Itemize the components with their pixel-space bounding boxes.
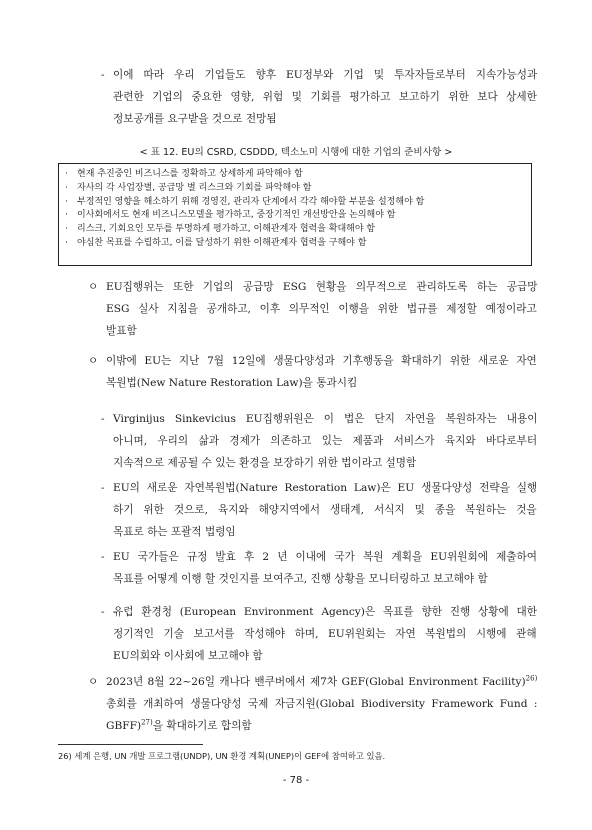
text-line: 복원법(New Nature Restoration Law)을 통과시킴: [106, 377, 358, 389]
text-line: 목표를 어떻게 이행 할 것인지를 보여주고, 진행 상황을 모니터링하고 보고해야 함: [113, 573, 488, 585]
list-item-text: 리스크, 기회요인 모두를 투명하게 평가하고, 이해관계자 협력을 확대해야 함: [77, 224, 376, 235]
list-item-text: 야심찬 목표를 수립하고, 이를 달성하기 위한 이해관계자 협력을 구해야 함: [77, 237, 367, 248]
text-line: 발표함: [106, 325, 137, 337]
text-line: [106, 671, 537, 693]
circle-marker: ㅇ: [88, 281, 99, 293]
paragraph-nature-law: [106, 350, 537, 394]
dash-marker: -: [101, 606, 105, 618]
text-line: 목표로 하는 포괄적 법령임: [113, 526, 236, 538]
footnote-divider: [58, 744, 203, 745]
text-line: EU 국가들은 규정 발효 후 2 년 이내에 국가 복원 계획을 EU위원회에 제출하여: [113, 551, 538, 563]
text-line: 정기적인 기술 보고서를 작성해야 하며, EU위원회는 자연 복원법의 시행에 관해: [113, 628, 537, 640]
paragraph-eea-report: [113, 601, 537, 667]
text-segment: 을 확대하기로 합의함: [152, 720, 252, 732]
list-item-text: 부정적인 영향을 해소하기 위해 경영진, 관리자 단계에서 각각 해야할 부분을 설정해야 함: [77, 196, 425, 207]
list-item: [65, 168, 525, 182]
text-segment: GBFF): [106, 720, 142, 732]
dash-marker: -: [101, 482, 105, 494]
paragraph-supply-chain: [106, 276, 537, 342]
preparation-box: [58, 163, 532, 266]
bullet-icon: ·: [65, 196, 68, 207]
list-item-text: 현재 추진중인 비즈니스를 정확하고 상세하게 파악해야 함: [77, 169, 303, 179]
footnote-ref[interactable]: 26): [525, 674, 538, 683]
text-line: 아니며, 우리의 삶과 경제가 의존하고 있는 제품과 서비스가 육지와 바다로부터: [113, 435, 538, 447]
list-item: [65, 237, 525, 251]
list-item: [65, 182, 525, 196]
table-caption: < 표 12. EU의 CSRD, CSDDD, 텍소노미 시행에 대한 기업의 준비사항 >: [139, 147, 453, 158]
list-item: [65, 196, 525, 210]
bullet-icon: ·: [65, 210, 68, 221]
bullet-icon: ·: [65, 169, 68, 179]
text-line: 총회를 개최하여 생물다양성 국제 자금지원(Global Biodiversity Framework Fund :: [106, 698, 538, 710]
dash-marker: -: [101, 413, 105, 425]
paragraph-commissioner: [113, 408, 537, 474]
circle-marker: ㅇ: [88, 676, 99, 688]
text-line: [106, 715, 537, 737]
text-line: 지속적으로 제공될 수 있는 환경을 보장하기 위한 법이라고 설명함: [113, 457, 417, 469]
text-line: 정보공개를 요구받을 것으로 전망됨: [113, 113, 277, 125]
text-line: EU집행위는 또한 기업의 공급망 ESG 현황을 의무적으로 관리하도록 하는 공급망: [106, 281, 538, 293]
bullet-icon: ·: [65, 224, 68, 235]
text-line: 하기 위한 것으로, 육지와 해양지역에서 생태계, 서식지 및 종을 복원하는 것을: [113, 504, 537, 516]
list-item-text: 자사의 각 사업장별, 공급망 별 리스크와 기회를 파악해야 함: [77, 182, 312, 193]
dash-marker: -: [101, 69, 105, 81]
text-line: 관련한 기업의 중요한 영향, 위험 및 기회를 평가하고 보고하기 위한 보다 상세한: [113, 91, 537, 103]
paragraph-law-goal: [113, 477, 537, 543]
text-segment: 2023년 8월 22~26일 캐나다 밴쿠버에서 제7차 GEF(Global Environment Facility): [106, 676, 526, 688]
list-item-text: 이사회에서도 현재 비즈니스모델을 평가하고, 중장기적인 개선방안을 논의해야 함: [77, 210, 396, 221]
text-line: Virginijus Sinkevicius EU집행위원은 이 법은 단지 자연을 복원하자는 내용이: [113, 413, 538, 425]
footnote-ref[interactable]: 27): [141, 718, 153, 727]
bullet-icon: ·: [65, 237, 68, 248]
dash-marker: -: [101, 551, 105, 563]
intro-paragraph: [113, 64, 537, 130]
footnote: 26) 세계 은행, UN 개발 프로그램(UNDP), UN 환경 계획(UNEP)이 GEF에 참여하고 있음.: [58, 751, 386, 761]
text-line: EU의 새로운 자연복원법(Nature Restoration Law)은 EU 생물다양성 전략을 실행: [113, 482, 538, 494]
page-number: - 78 -: [282, 775, 310, 786]
circle-marker: ㅇ: [88, 355, 99, 367]
paragraph-national-plan: [113, 546, 537, 590]
text-line: EU의회와 이사회에 보고해야 함: [113, 650, 263, 662]
text-line: 이밖에 EU는 지난 7월 12일에 생물다양성과 기후행동을 확대하기 위한 새로운 자연: [106, 355, 537, 367]
list-item: [65, 223, 525, 237]
bullet-icon: ·: [65, 182, 68, 193]
list-item: [65, 209, 525, 223]
text-line: 유럽 환경청 (European Environment Agency)은 목표를 향한 진행 상황에 대한: [113, 606, 537, 618]
text-line: 이에 따라 우리 기업들도 향후 EU정부와 기업 및 투자자들로부터 지속가능성과: [113, 69, 538, 81]
text-line: ESG 실사 지침을 공개하고, 이후 의무적인 이행을 위한 법규를 제정할 예정이라고: [106, 303, 537, 315]
paragraph-gef: [106, 671, 537, 737]
